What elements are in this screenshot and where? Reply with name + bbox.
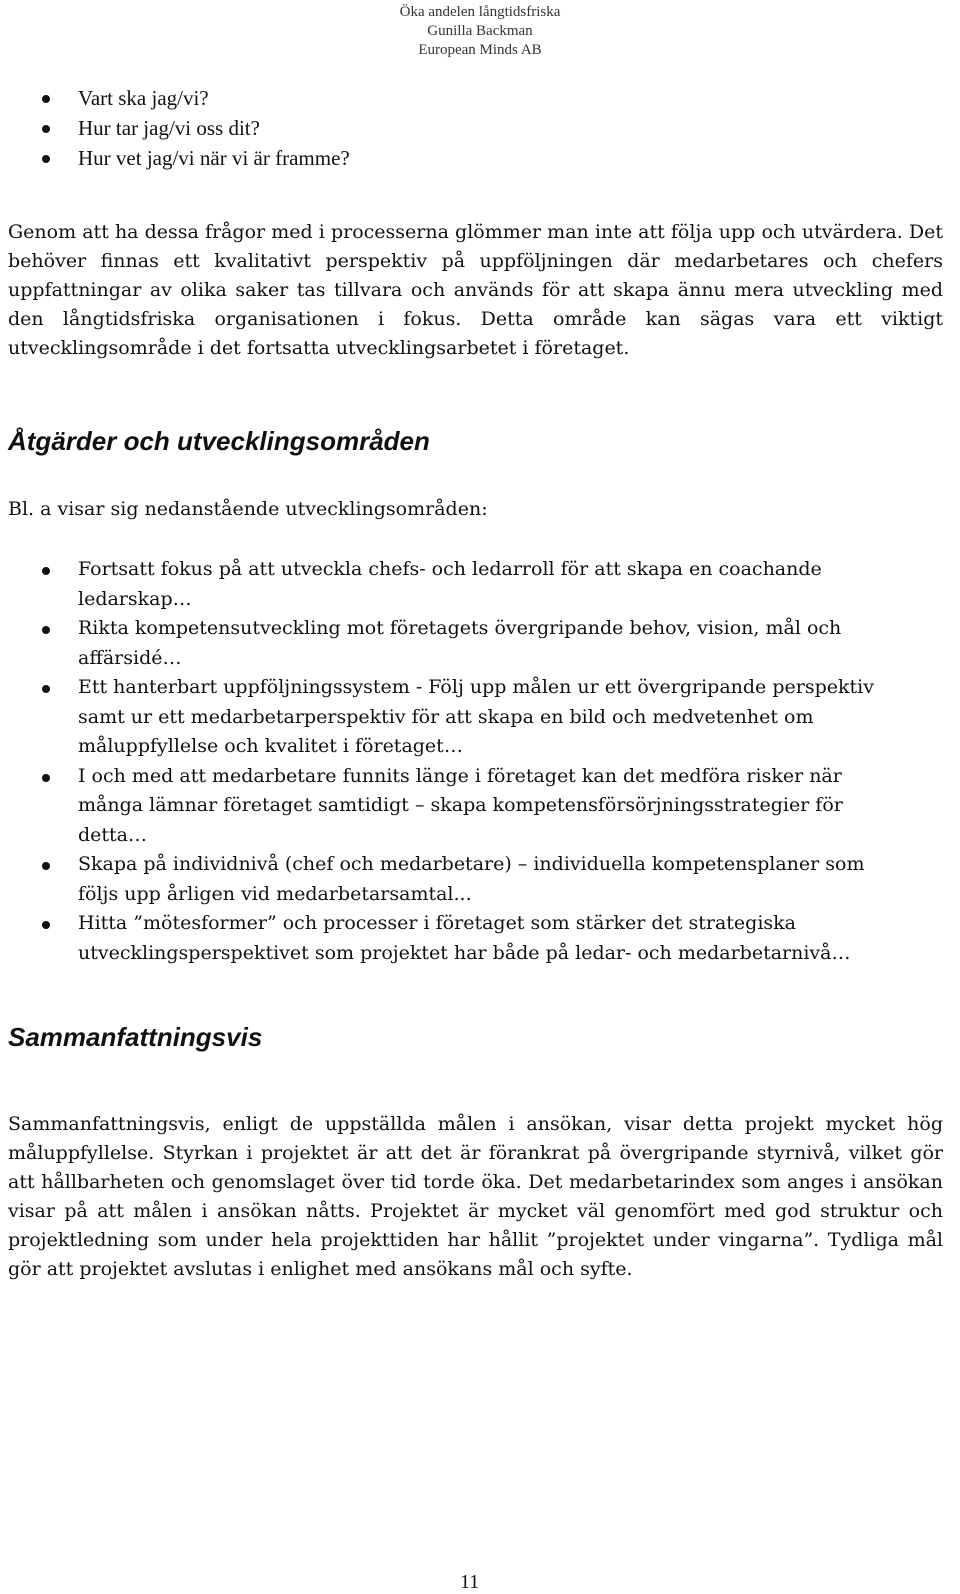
bullet-icon (42, 567, 50, 575)
bullet-icon (42, 626, 50, 634)
section-intro: Bl. a visar sig nedanstående utvecklingsområden: (8, 498, 488, 520)
question-list (4, 83, 350, 173)
bullet-icon (42, 685, 50, 693)
list-item: I och med att medarbetare funnits länge i företaget kan det medföra risker när många lämnar företaget samtidigt – skapa kompetensförsörjningsstrategier för detta… (4, 762, 904, 851)
header-company: European Minds AB (418, 42, 542, 58)
bullet-icon (42, 125, 50, 133)
list-item: Skapa på individnivå (chef och medarbetare) – individuella kompetensplaner som följs upp årligen vid medarbetarsamtal... (4, 850, 904, 909)
bullet-icon (42, 862, 50, 870)
list-item: Vart ska jag/vi? (4, 83, 350, 113)
list-item: Hitta ”mötesformer” och processer i företaget som stärker det strategiska utvecklingsperspektivet som projektet har både på ledar- och medarbetarnivå… (4, 909, 904, 968)
list-item: Ett hanterbart uppföljningssystem - Följ upp målen ur ett övergripande perspektiv samt ur ett medarbetarperspektiv för att skapa en bild och medvetenhet om måluppfyllelse och kvalitet i företaget… (4, 673, 904, 762)
page-number: 11 (460, 1571, 480, 1593)
summary-paragraph: Sammanfattningsvis, enligt de uppställda målen i ansökan, visar detta projekt mycket hög måluppfyllelse. Styrkan i projektet är att det är förankrat på övergripande styrnivå, vilket gör att hållbarheten och genomslaget över tid torde öka. Det medarbetarindex som anges i ansökan visar på att målen i ansökan nåtts. Projektet är mycket väl genomfört med god struktur och projektledning som under hela projekttiden har hållit ”projektet under vingarna”. Tydliga mål gör att projektet avslutas i enlighet med ansökans mål och syfte. (8, 1113, 943, 1280)
section-heading: Åtgärder och utvecklingsområden (8, 426, 430, 456)
list-item: Hur vet jag/vi när vi är framme? (4, 143, 350, 173)
bullet-icon (42, 155, 50, 163)
bullet-icon (42, 774, 50, 782)
body-paragraph: Genom att ha dessa frågor med i processerna glömmer man inte att följa upp och utvärdera. Det behöver finnas ett kvalitativt perspektiv på uppföljningen där medarbetares och chefers uppfattningar av olika saker tas tillvara och används för att skapa ännu mera utveckling med den långtidsfriska organisationen i fokus. Detta område kan sägas vara ett viktigt utvecklingsområde i det fortsatta utvecklingsarbetet i företaget. (8, 221, 943, 359)
header-title: Öka andelen långtidsfriska (399, 4, 561, 20)
list-item: Fortsatt fokus på att utveckla chefs- och ledarroll för att skapa en coachande ledarskap… (4, 555, 904, 614)
header-author: Gunilla Backman (427, 23, 533, 39)
development-areas-list (4, 555, 904, 968)
section-heading: Sammanfattningsvis (8, 1022, 263, 1052)
document-header (380, 3, 580, 60)
bullet-icon (42, 921, 50, 929)
list-item: Hur tar jag/vi oss dit? (4, 113, 350, 143)
bullet-icon (42, 95, 50, 103)
list-item: Rikta kompetensutveckling mot företagets övergripande behov, vision, mål och affärsidé… (4, 614, 904, 673)
